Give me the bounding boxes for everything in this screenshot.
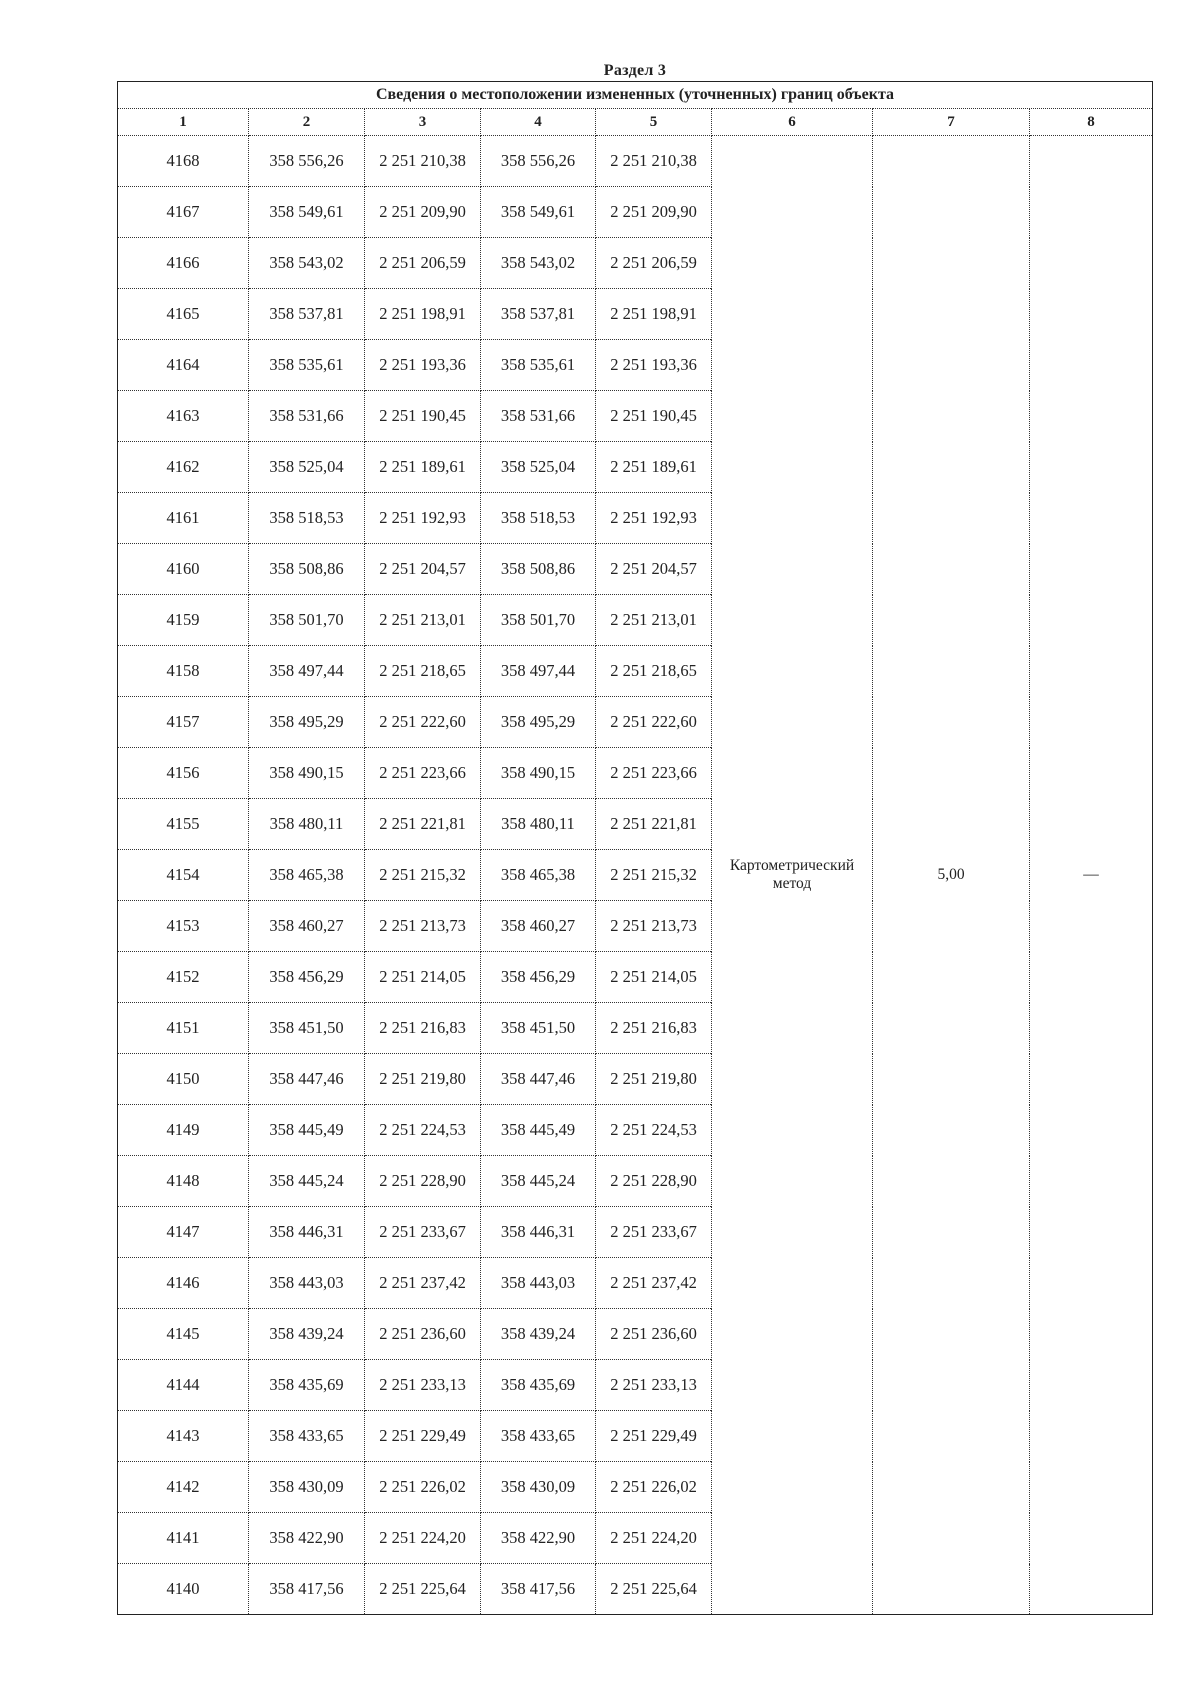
column-number-7: 7: [873, 109, 1030, 136]
x-existing-cell: 358 549,61: [249, 187, 365, 238]
point-number-cell: 4157: [118, 697, 249, 748]
x-new-cell: 358 537,81: [481, 289, 596, 340]
x-new-cell: 358 518,53: [481, 493, 596, 544]
point-number-cell: 4143: [118, 1411, 249, 1462]
y-new-cell: 2 251 224,20: [596, 1513, 712, 1564]
column-number-6: 6: [712, 109, 873, 136]
x-new-cell: 358 495,29: [481, 697, 596, 748]
point-number-cell: 4165: [118, 289, 249, 340]
x-existing-cell: 358 451,50: [249, 1003, 365, 1054]
y-new-cell: 2 251 222,60: [596, 697, 712, 748]
y-new-cell: 2 251 189,61: [596, 442, 712, 493]
y-new-cell: 2 251 236,60: [596, 1309, 712, 1360]
x-new-cell: 358 422,90: [481, 1513, 596, 1564]
y-new-cell: 2 251 209,90: [596, 187, 712, 238]
y-existing-cell: 2 251 224,20: [365, 1513, 481, 1564]
y-new-cell: 2 251 215,32: [596, 850, 712, 901]
y-existing-cell: 2 251 222,60: [365, 697, 481, 748]
column-number-5: 5: [596, 109, 712, 136]
y-existing-cell: 2 251 237,42: [365, 1258, 481, 1309]
x-new-cell: 358 447,46: [481, 1054, 596, 1105]
y-existing-cell: 2 251 213,73: [365, 901, 481, 952]
y-new-cell: 2 251 192,93: [596, 493, 712, 544]
y-existing-cell: 2 251 219,80: [365, 1054, 481, 1105]
y-existing-cell: 2 251 218,65: [365, 646, 481, 697]
y-new-cell: 2 251 225,64: [596, 1564, 712, 1615]
point-number-cell: 4160: [118, 544, 249, 595]
x-existing-cell: 358 537,81: [249, 289, 365, 340]
section-title: Раздел 3: [603, 62, 667, 79]
y-existing-cell: 2 251 233,67: [365, 1207, 481, 1258]
x-existing-cell: 358 543,02: [249, 238, 365, 289]
x-new-cell: 358 430,09: [481, 1462, 596, 1513]
y-existing-cell: 2 251 190,45: [365, 391, 481, 442]
x-new-cell: 358 508,86: [481, 544, 596, 595]
boundary-coordinates-table: [117, 81, 1153, 1615]
point-number-cell: 4150: [118, 1054, 249, 1105]
x-new-cell: 358 501,70: [481, 595, 596, 646]
point-number-cell: 4163: [118, 391, 249, 442]
x-existing-cell: 358 531,66: [249, 391, 365, 442]
point-number-cell: 4153: [118, 901, 249, 952]
point-number-cell: 4147: [118, 1207, 249, 1258]
point-number-cell: 4162: [118, 442, 249, 493]
y-existing-cell: 2 251 225,64: [365, 1564, 481, 1615]
x-new-cell: 358 480,11: [481, 799, 596, 850]
y-existing-cell: 2 251 192,93: [365, 493, 481, 544]
x-new-cell: 358 456,29: [481, 952, 596, 1003]
x-existing-cell: 358 535,61: [249, 340, 365, 391]
y-new-cell: 2 251 224,53: [596, 1105, 712, 1156]
point-number-cell: 4145: [118, 1309, 249, 1360]
point-number-cell: 4146: [118, 1258, 249, 1309]
x-new-cell: 358 490,15: [481, 748, 596, 799]
point-number-cell: 4167: [118, 187, 249, 238]
y-new-cell: 2 251 213,01: [596, 595, 712, 646]
y-new-cell: 2 251 218,65: [596, 646, 712, 697]
y-existing-cell: 2 251 213,01: [365, 595, 481, 646]
x-new-cell: 358 443,03: [481, 1258, 596, 1309]
y-existing-cell: 2 251 228,90: [365, 1156, 481, 1207]
x-new-cell: 358 451,50: [481, 1003, 596, 1054]
point-number-cell: 4140: [118, 1564, 249, 1615]
x-existing-cell: 358 460,27: [249, 901, 365, 952]
table-caption-row: [118, 82, 1153, 109]
x-new-cell: 358 445,49: [481, 1105, 596, 1156]
x-existing-cell: 358 501,70: [249, 595, 365, 646]
x-new-cell: 358 433,65: [481, 1411, 596, 1462]
y-existing-cell: 2 251 198,91: [365, 289, 481, 340]
x-existing-cell: 358 518,53: [249, 493, 365, 544]
y-existing-cell: 2 251 226,02: [365, 1462, 481, 1513]
x-existing-cell: 358 435,69: [249, 1360, 365, 1411]
y-new-cell: 2 251 221,81: [596, 799, 712, 850]
x-existing-cell: 358 445,24: [249, 1156, 365, 1207]
y-new-cell: 2 251 233,13: [596, 1360, 712, 1411]
y-existing-cell: 2 251 233,13: [365, 1360, 481, 1411]
x-existing-cell: 358 497,44: [249, 646, 365, 697]
point-number-cell: 4158: [118, 646, 249, 697]
x-existing-cell: 358 443,03: [249, 1258, 365, 1309]
y-new-cell: 2 251 226,02: [596, 1462, 712, 1513]
point-number-cell: 4159: [118, 595, 249, 646]
y-new-cell: 2 251 229,49: [596, 1411, 712, 1462]
table-row: [118, 136, 1153, 187]
x-new-cell: 358 535,61: [481, 340, 596, 391]
column-number-1: 1: [118, 109, 249, 136]
point-number-cell: 4155: [118, 799, 249, 850]
point-number-cell: 4156: [118, 748, 249, 799]
y-existing-cell: 2 251 224,53: [365, 1105, 481, 1156]
y-new-cell: 2 251 206,59: [596, 238, 712, 289]
x-existing-cell: 358 480,11: [249, 799, 365, 850]
point-number-cell: 4141: [118, 1513, 249, 1564]
x-existing-cell: 358 495,29: [249, 697, 365, 748]
y-existing-cell: 2 251 216,83: [365, 1003, 481, 1054]
table-caption: Сведения о местоположении измененных (уточненных) границ объекта: [118, 82, 1153, 109]
x-existing-cell: 358 490,15: [249, 748, 365, 799]
point-number-cell: 4166: [118, 238, 249, 289]
point-number-cell: 4151: [118, 1003, 249, 1054]
y-existing-cell: 2 251 210,38: [365, 136, 481, 187]
y-existing-cell: 2 251 229,49: [365, 1411, 481, 1462]
x-new-cell: 358 556,26: [481, 136, 596, 187]
x-new-cell: 358 435,69: [481, 1360, 596, 1411]
x-new-cell: 358 417,56: [481, 1564, 596, 1615]
point-number-cell: 4152: [118, 952, 249, 1003]
x-new-cell: 358 497,44: [481, 646, 596, 697]
y-new-cell: 2 251 214,05: [596, 952, 712, 1003]
y-existing-cell: 2 251 206,59: [365, 238, 481, 289]
column-number-4: 4: [481, 109, 596, 136]
x-new-cell: 358 549,61: [481, 187, 596, 238]
col8-cell: —: [1030, 136, 1153, 1615]
accuracy-cell: 5,00: [873, 136, 1030, 1615]
y-new-cell: 2 251 223,66: [596, 748, 712, 799]
point-number-cell: 4148: [118, 1156, 249, 1207]
y-existing-cell: 2 251 214,05: [365, 952, 481, 1003]
point-number-cell: 4168: [118, 136, 249, 187]
y-new-cell: 2 251 219,80: [596, 1054, 712, 1105]
x-new-cell: 358 439,24: [481, 1309, 596, 1360]
x-existing-cell: 358 433,65: [249, 1411, 365, 1462]
point-number-cell: 4144: [118, 1360, 249, 1411]
y-new-cell: 2 251 198,91: [596, 289, 712, 340]
x-existing-cell: 358 556,26: [249, 136, 365, 187]
y-existing-cell: 2 251 189,61: [365, 442, 481, 493]
y-new-cell: 2 251 228,90: [596, 1156, 712, 1207]
x-new-cell: 358 543,02: [481, 238, 596, 289]
x-new-cell: 358 525,04: [481, 442, 596, 493]
column-number-row: [118, 109, 1153, 136]
x-existing-cell: 358 447,46: [249, 1054, 365, 1105]
column-number-8: 8: [1030, 109, 1153, 136]
x-existing-cell: 358 508,86: [249, 544, 365, 595]
y-new-cell: 2 251 216,83: [596, 1003, 712, 1054]
column-number-2: 2: [249, 109, 365, 136]
y-new-cell: 2 251 233,67: [596, 1207, 712, 1258]
y-existing-cell: 2 251 223,66: [365, 748, 481, 799]
point-number-cell: 4161: [118, 493, 249, 544]
x-new-cell: 358 531,66: [481, 391, 596, 442]
x-existing-cell: 358 417,56: [249, 1564, 365, 1615]
point-number-cell: 4149: [118, 1105, 249, 1156]
y-new-cell: 2 251 213,73: [596, 901, 712, 952]
point-number-cell: 4164: [118, 340, 249, 391]
point-number-cell: 4154: [118, 850, 249, 901]
x-new-cell: 358 460,27: [481, 901, 596, 952]
y-existing-cell: 2 251 204,57: [365, 544, 481, 595]
y-new-cell: 2 251 204,57: [596, 544, 712, 595]
x-existing-cell: 358 430,09: [249, 1462, 365, 1513]
point-number-cell: 4142: [118, 1462, 249, 1513]
y-new-cell: 2 251 190,45: [596, 391, 712, 442]
y-existing-cell: 2 251 221,81: [365, 799, 481, 850]
x-existing-cell: 358 439,24: [249, 1309, 365, 1360]
y-existing-cell: 2 251 193,36: [365, 340, 481, 391]
x-new-cell: 358 465,38: [481, 850, 596, 901]
x-existing-cell: 358 422,90: [249, 1513, 365, 1564]
method-cell: Картометрический метод: [712, 136, 873, 1615]
column-number-3: 3: [365, 109, 481, 136]
x-new-cell: 358 445,24: [481, 1156, 596, 1207]
y-existing-cell: 2 251 215,32: [365, 850, 481, 901]
y-existing-cell: 2 251 236,60: [365, 1309, 481, 1360]
x-existing-cell: 358 445,49: [249, 1105, 365, 1156]
x-existing-cell: 358 465,38: [249, 850, 365, 901]
y-new-cell: 2 251 237,42: [596, 1258, 712, 1309]
x-new-cell: 358 446,31: [481, 1207, 596, 1258]
x-existing-cell: 358 456,29: [249, 952, 365, 1003]
y-existing-cell: 2 251 209,90: [365, 187, 481, 238]
x-existing-cell: 358 525,04: [249, 442, 365, 493]
y-new-cell: 2 251 210,38: [596, 136, 712, 187]
x-existing-cell: 358 446,31: [249, 1207, 365, 1258]
y-new-cell: 2 251 193,36: [596, 340, 712, 391]
